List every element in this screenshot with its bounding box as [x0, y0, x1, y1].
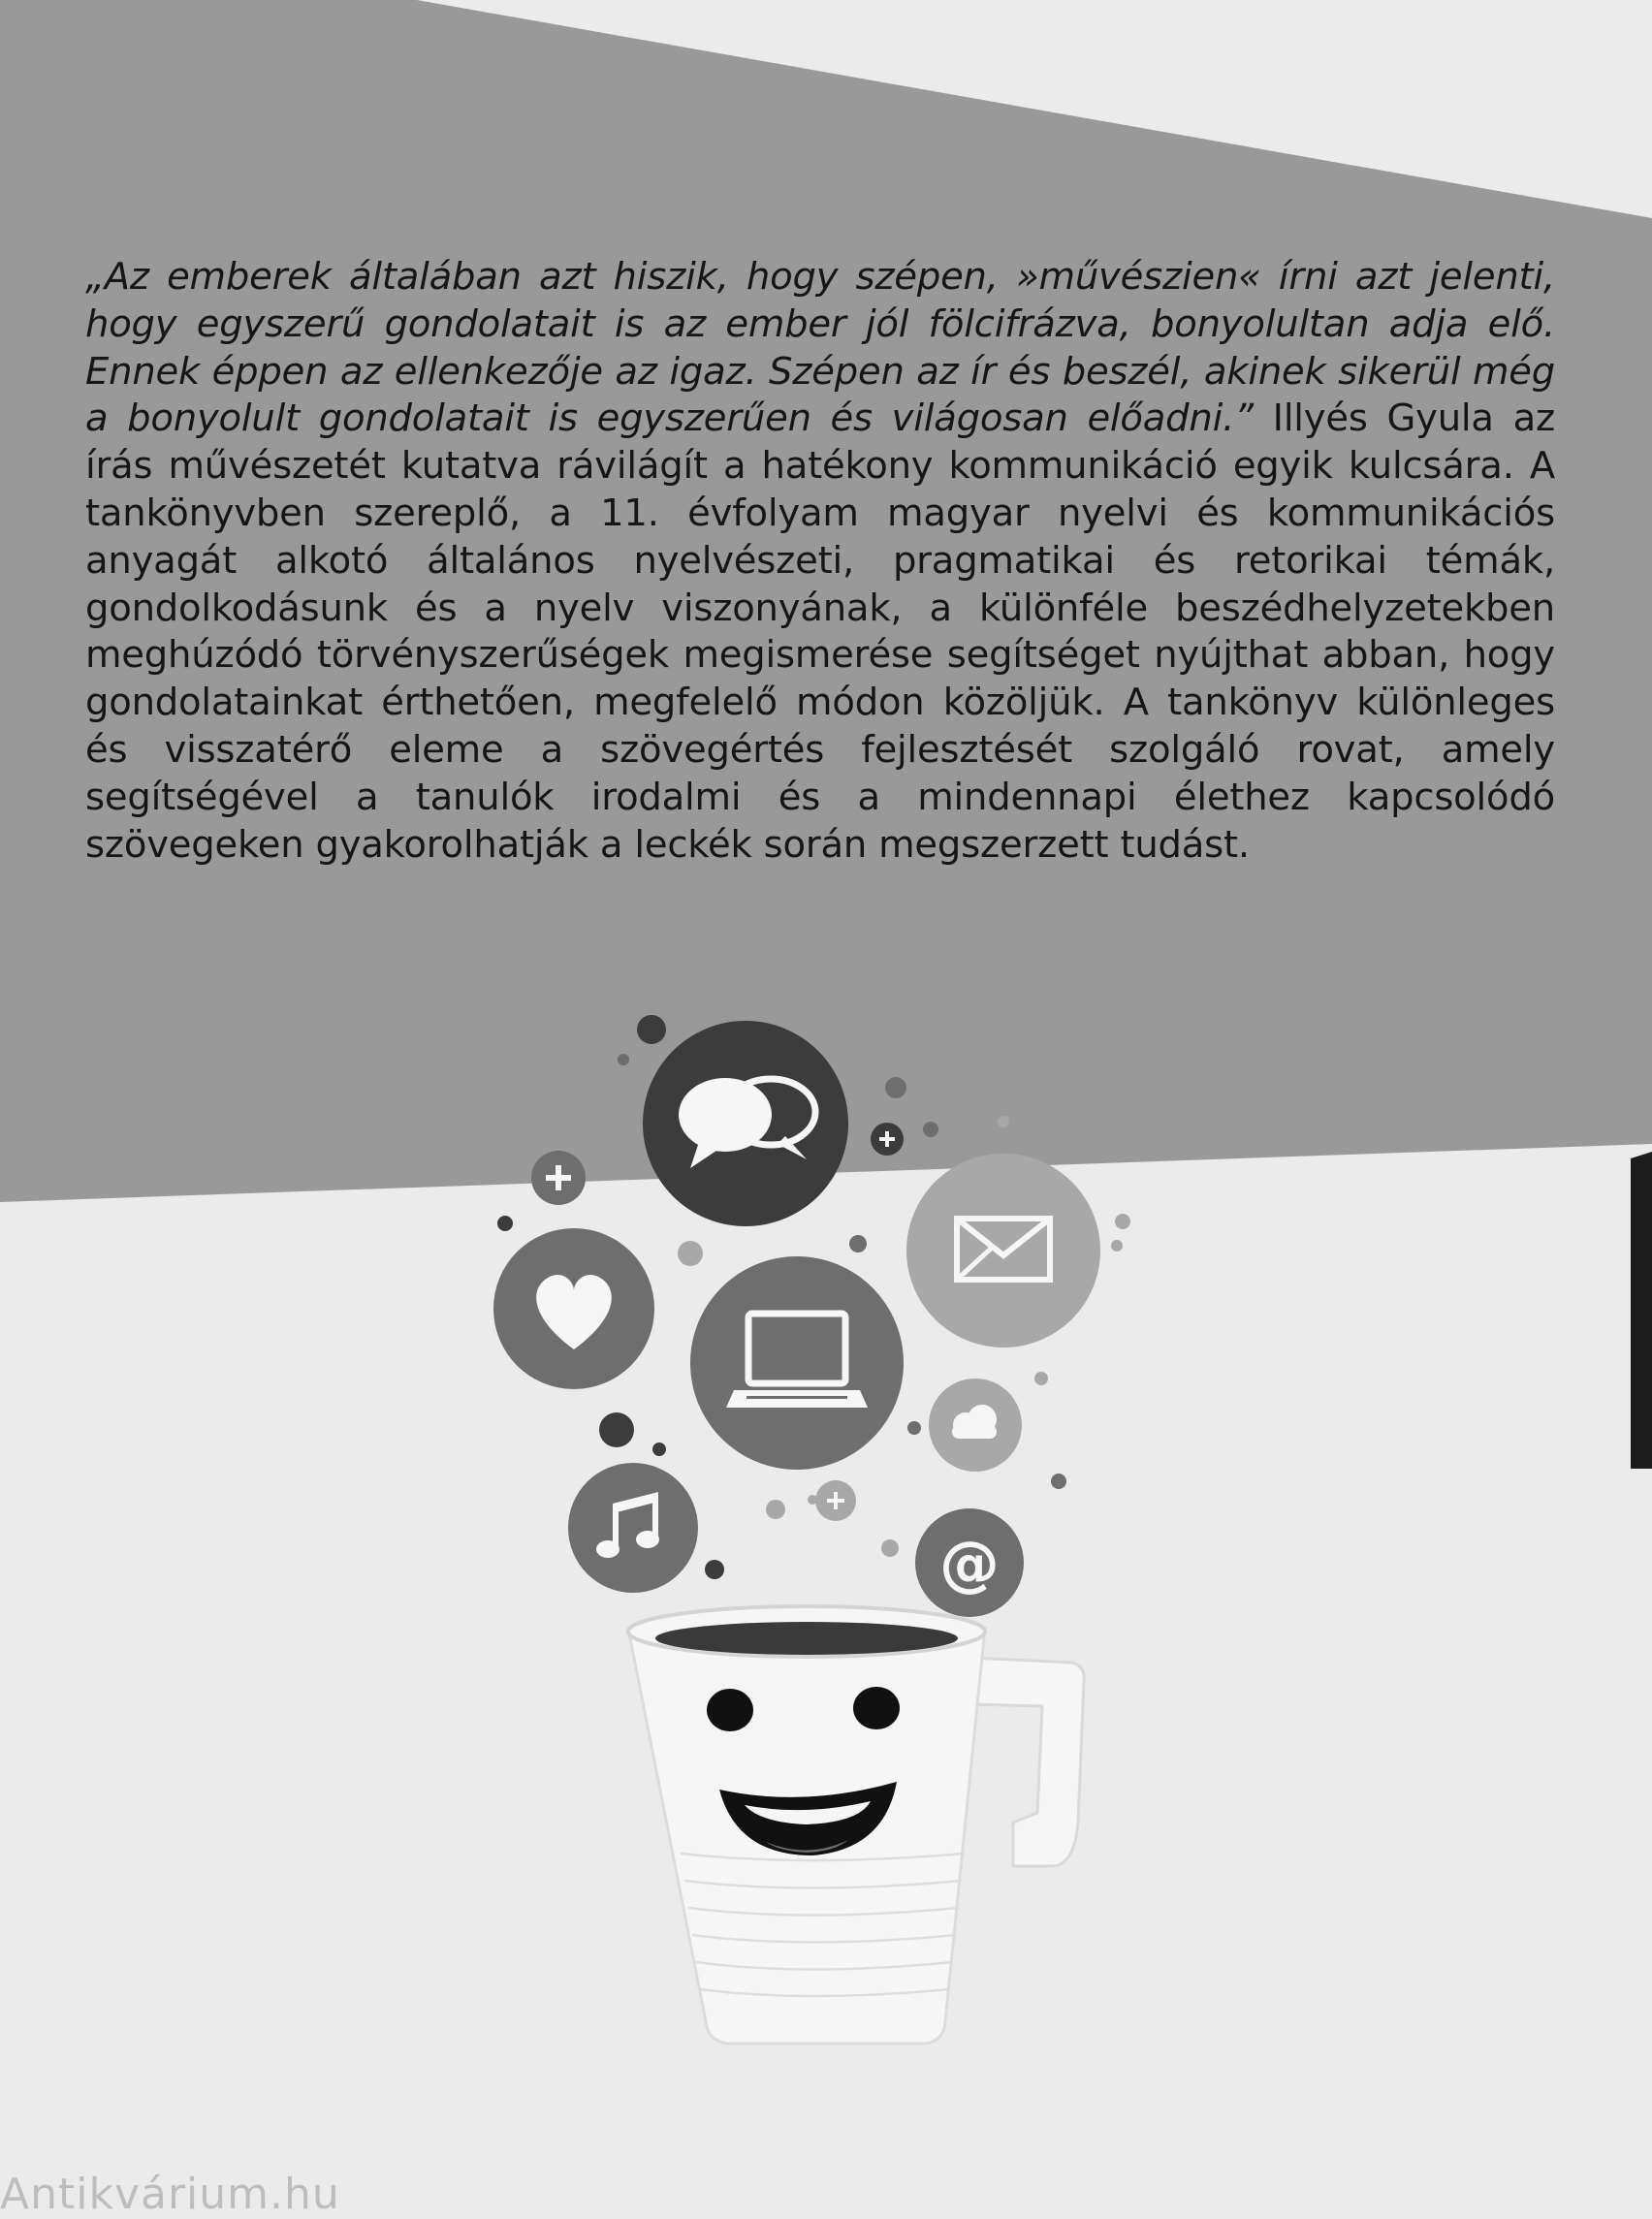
mug-eye-right [853, 1687, 900, 1729]
blurb-body: Illyés Gyula az írás művészetét kutatva rávilágít a hatékony kommunikáció egyik kulcsára. A tankönyvben szereplő, a 11. évfolyam magyar nyelvi és kommunikációs anyagát alkotó általános nyelvészeti, pragmatikai és retorikai témák, gondolkodásunk és a nyelv viszonyának, a különféle beszédhelyzetekben meghúzódó törvényszerűségek megismerése segítséget nyújthat abban, hogy gondolatainkat érthetően, megfelelő módon közöljük. A tankönyv különleges és visszatérő eleme a szövegértés fejlesztését szolgáló rovat, amely segítségével a tanulók irodalmi és a mindennapi élethez kapcsolódó szövegeken gyakorolhatják a leckék során megszerzett tudást. [85, 396, 1555, 867]
watermark: Antikvárium.hu [0, 2170, 340, 2219]
heart-icon [493, 1228, 654, 1389]
chat-icon [643, 1021, 848, 1226]
page-edge-shadow [1631, 1152, 1652, 1469]
mug-eye-left [707, 1689, 753, 1731]
at-sign-glyph: @ [939, 1528, 1000, 1599]
envelope-icon [906, 1154, 1100, 1347]
at-sign-icon [915, 1508, 1024, 1617]
music-icon [568, 1463, 698, 1593]
plus-icon [531, 1151, 586, 1205]
smiley-mug [628, 1606, 1084, 2044]
cloud-icon [929, 1379, 1022, 1472]
back-cover-blurb [85, 254, 1555, 869]
plus-icon [871, 1123, 904, 1156]
laptop-icon [690, 1256, 904, 1470]
blurb-quote: „Az emberek általában azt hiszik, hogy szépen, »művészien« írni azt jelenti, hogy egyszerű gondolatait is az ember jól fölcifrázva, bonyolultan adja elő. Ennek éppen az ellenkezője az igaz. Szépen az ír és beszél, akinek sikerül még a bonyolult gondolatait is egyszerűen és világosan előadni.” [85, 255, 1555, 441]
plus-icon [815, 1480, 856, 1521]
